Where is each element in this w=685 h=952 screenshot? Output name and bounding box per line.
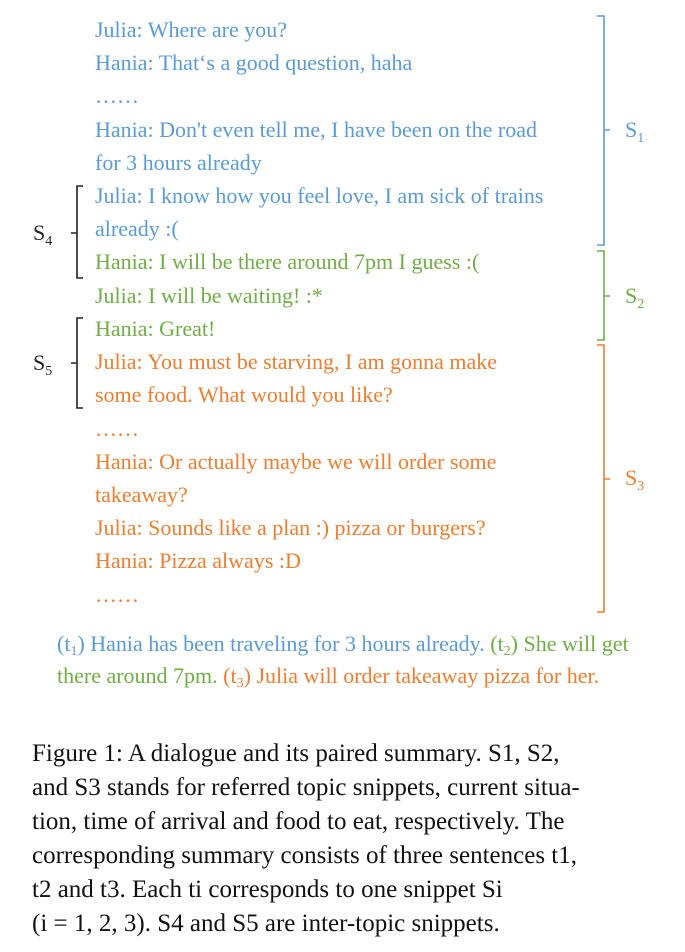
snippet-label-s3: $S_3$ bbox=[625, 465, 645, 494]
figure-caption bbox=[32, 737, 664, 941]
dialogue-line: Julia: Sounds like a plan :) pizza or burgers? bbox=[95, 515, 486, 540]
dialogue-line: some food. What would you like? bbox=[95, 382, 393, 407]
dialogue-ellipsis: …… bbox=[95, 416, 139, 441]
caption-line: tion, time of arrival and food to eat, respectively. The bbox=[32, 808, 565, 835]
s4-bracket bbox=[71, 186, 83, 278]
dialogue-line: Hania: I will be there around 7pm I guess :( bbox=[95, 249, 480, 274]
s1-bracket bbox=[597, 16, 610, 245]
dialogue-line: Julia: Where are you? bbox=[95, 17, 288, 42]
dialogue-line: Julia: I will be waiting! :* bbox=[95, 283, 323, 308]
dialogue-line: Hania: That‘s a good question, haha bbox=[95, 50, 413, 75]
summary-t2: $(t_2)$ She will get there around 7pm. bbox=[57, 631, 629, 688]
dialogue-line: Hania: Pizza always :D bbox=[95, 548, 301, 573]
dialogue-line: Hania: Or actually maybe we will order some bbox=[95, 449, 497, 474]
caption-line: t2 and t3. Each ti corresponds to one snippet Si bbox=[32, 876, 503, 903]
snippet-label-s4: $S_4$ bbox=[33, 220, 53, 249]
caption-line: Figure 1: A dialogue and its paired summary. S1, S2, bbox=[32, 740, 560, 767]
caption-line: and S3 stands for referred topic snippets, current situa- bbox=[32, 774, 580, 801]
snippet-label-s1: $S_1$ bbox=[625, 117, 645, 146]
dialogue-line: Hania: Don't even tell me, I have been on the road bbox=[95, 117, 537, 142]
dialogue-line: for 3 hours already bbox=[95, 150, 262, 175]
dialogue-line: Julia: You must be starving, I am gonna make bbox=[95, 349, 498, 374]
caption-line: (i = 1, 2, 3). S4 and S5 are inter-topic snippets. bbox=[32, 910, 500, 937]
summary bbox=[57, 628, 637, 692]
snippet-label-s5: $S_5$ bbox=[33, 350, 53, 379]
summary-t1: $(t_1)$ Hania has been traveling for 3 hours already. bbox=[57, 631, 485, 659]
caption-line: corresponding summary consists of three sentences t1, bbox=[32, 842, 578, 869]
summary-t3: $(t_3)$ Julia will order takeaway pizza for her. bbox=[217, 663, 600, 691]
dialogue-line: Julia: I know how you feel love, I am sick of trains bbox=[95, 183, 544, 208]
dialogue-line: takeaway? bbox=[95, 482, 188, 507]
s5-bracket bbox=[71, 318, 83, 408]
snippet-label-s2: $S_2$ bbox=[625, 283, 645, 312]
s3-bracket bbox=[597, 345, 610, 612]
dialogue-line: already :( bbox=[95, 216, 179, 241]
dialogue-line: Hania: Great! bbox=[95, 316, 216, 341]
dialogue-ellipsis: …… bbox=[95, 83, 139, 108]
dialogue-ellipsis: …… bbox=[95, 582, 139, 607]
s2-bracket bbox=[597, 251, 610, 340]
